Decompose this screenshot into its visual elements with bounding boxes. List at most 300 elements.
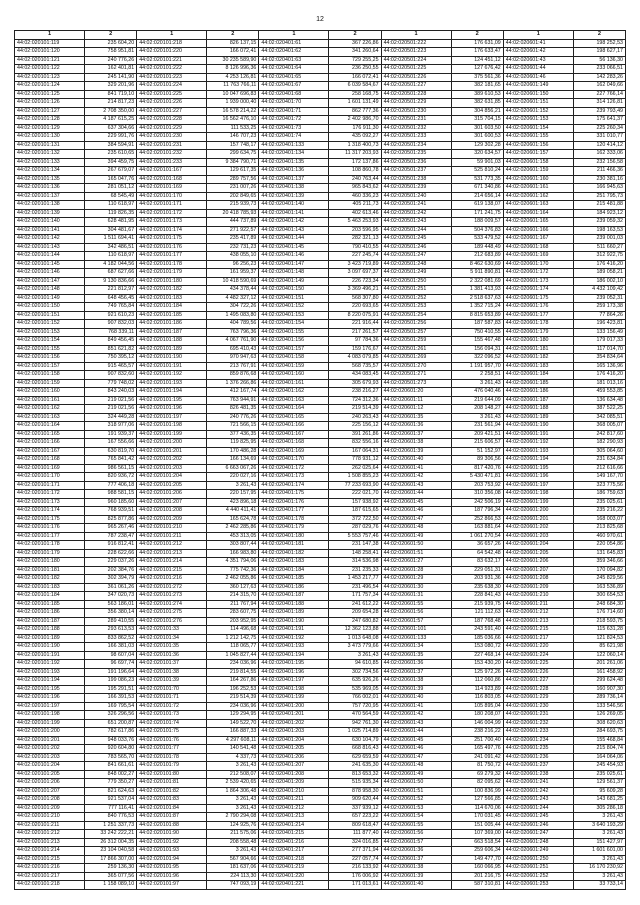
- cadastral-value-cell: 163 536,89: [573, 583, 625, 592]
- cadastral-number-cell: 44:02:020101:226: [137, 99, 207, 108]
- cadastral-value-cell: 105 895,04: [451, 702, 503, 711]
- cadastral-value-cell: 231 007,26: [207, 184, 259, 193]
- cadastral-value-cell: 568 735,57: [329, 362, 381, 371]
- cadastral-value-cell: 305 679,93: [329, 379, 381, 388]
- cadastral-number-cell: 44:02:020101:189: [15, 634, 85, 643]
- cadastral-value-cell: 166 983,80: [207, 549, 259, 558]
- cadastral-number-cell: 44:02:020101:162: [15, 405, 85, 414]
- cadastral-value-cell: 405 211,73: [329, 201, 381, 210]
- cadastral-value-cell: 4 067 761,90: [207, 337, 259, 346]
- cadastral-value-cell: 162 333,06: [573, 150, 625, 159]
- cadastral-value-cell: 82 095,62: [451, 779, 503, 788]
- cadastral-number-cell: 44:02:020601:42: [381, 473, 451, 482]
- cadastral-number-cell: 44:02:020401:68: [259, 90, 329, 99]
- cadastral-number-cell: 44:02:020401:211: [259, 796, 329, 805]
- cadastral-number-cell: 44:02:020101:203: [137, 464, 207, 473]
- cadastral-number-cell: 44:02:020601:51: [381, 787, 451, 796]
- table-row: [15, 277, 626, 286]
- cadastral-value-cell: 77 864,26: [573, 311, 625, 320]
- cadastral-number-cell: 44:02:020501:250: [381, 277, 451, 286]
- cadastral-value-cell: 228 841,43: [451, 592, 503, 601]
- cadastral-value-cell: 219 814,55: [207, 668, 259, 677]
- cadastral-value-cell: 225 260,34: [573, 124, 625, 133]
- cadastral-number-cell: 44:02:020101:196: [137, 405, 207, 414]
- cadastral-value-cell: 240 763,44: [329, 175, 381, 184]
- cadastral-value-cell: 1 376 266,86: [207, 379, 259, 388]
- cadastral-value-cell: 787 238,47: [85, 532, 137, 541]
- cadastral-number-cell: 44:02:020101:202: [137, 456, 207, 465]
- cadastral-value-cell: 3 097 697,37: [329, 269, 381, 278]
- cadastral-number-cell: 44:02:020101:92: [137, 838, 207, 847]
- cadastral-number-cell: 44:02:020401:199: [259, 694, 329, 703]
- cadastral-number-cell: 44:02:020101:225: [137, 90, 207, 99]
- cadastral-value-cell: 95 609,28: [573, 787, 625, 796]
- cadastral-value-table: [14, 30, 626, 890]
- cadastral-number-cell: 44:02:020601:41: [381, 702, 451, 711]
- cadastral-value-cell: 110 618,97: [85, 201, 137, 210]
- cadastral-value-cell: 212 508,07: [207, 770, 259, 779]
- table-row: [15, 881, 626, 890]
- cadastral-number-cell: 44:02:020601:39: [381, 447, 451, 456]
- cadastral-number-cell: 44:02:020101:168: [15, 456, 85, 465]
- cadastral-value-cell: 30 235 589,90: [207, 56, 259, 65]
- table-row: [15, 813, 626, 822]
- cadastral-value-cell: 637 304,66: [85, 124, 137, 133]
- cadastral-number-cell: 44:02:020601:11: [381, 396, 451, 405]
- cadastral-value-cell: 251 795,73: [573, 192, 625, 201]
- cadastral-value-cell: 790 410,55: [329, 243, 381, 252]
- table-row: [15, 90, 626, 99]
- cadastral-number-cell: 44:02:020601:34: [381, 643, 451, 652]
- cadastral-value-cell: 56 136,30: [573, 56, 625, 65]
- cadastral-number-cell: 44:02:020101:143: [15, 243, 85, 252]
- cadastral-value-cell: 215 804,74: [573, 745, 625, 754]
- cadastral-number-cell: 44:02:020101:75: [137, 728, 207, 737]
- cadastral-value-cell: 1 045 827,44: [207, 651, 259, 660]
- cadastral-value-cell: 8 126 996,36: [207, 65, 259, 74]
- cadastral-value-cell: 203 596,95: [329, 226, 381, 235]
- cadastral-value-cell: 515 935,34: [329, 779, 381, 788]
- cadastral-number-cell: 44:02:020501:231: [381, 116, 451, 125]
- cadastral-value-cell: 20 418 785,93: [207, 209, 259, 218]
- cadastral-value-cell: 525 810,24: [451, 167, 503, 176]
- cadastral-value-cell: 301 600,53: [451, 133, 503, 142]
- cadastral-number-cell: 44:02:020401:190: [259, 617, 329, 626]
- cadastral-value-cell: 157 748,17: [207, 141, 259, 150]
- cadastral-value-cell: 849 456,45: [85, 337, 137, 346]
- cadastral-value-cell: 820 936,72: [85, 473, 137, 482]
- cadastral-value-cell: 563 186,01: [85, 600, 137, 609]
- cadastral-number-cell: 44:02:020101:209: [137, 515, 207, 524]
- cadastral-value-cell: 230 381,16: [573, 175, 625, 184]
- cadastral-value-cell: 115 631,28: [573, 626, 625, 635]
- table-row: [15, 430, 626, 439]
- cadastral-value-cell: 198 252,53: [573, 39, 625, 48]
- cadastral-number-cell: 44:02:020601:166: [503, 226, 573, 235]
- cadastral-number-cell: 44:02:020101:216: [137, 575, 207, 584]
- cadastral-number-cell: 44:02:020601:175: [503, 294, 573, 303]
- table-row: [15, 804, 626, 813]
- cadastral-value-cell: 196 423,81: [573, 320, 625, 329]
- cadastral-value-cell: 619 138,07: [451, 201, 503, 210]
- cadastral-number-cell: 44:02:020101:230: [137, 133, 207, 142]
- cadastral-value-cell: 112 060,86: [451, 677, 503, 686]
- table-row: [15, 600, 626, 609]
- cadastral-value-cell: 843 240,03: [85, 388, 137, 397]
- cadastral-number-cell: 44:02:020101:183: [137, 294, 207, 303]
- cadastral-number-cell: 44:02:020401:134: [259, 150, 329, 159]
- cadastral-number-cell: 44:02:020601:101: [381, 626, 451, 635]
- cadastral-number-cell: 44:02:020601:230: [503, 702, 573, 711]
- cadastral-number-cell: 44:02:020501:244: [381, 226, 451, 235]
- cadastral-value-cell: 142 283,26: [573, 73, 625, 82]
- cadastral-value-cell: 156 094,31: [451, 345, 503, 354]
- table-row: [15, 694, 626, 703]
- cadastral-value-cell: 201 261,06: [573, 660, 625, 669]
- table-row: [15, 473, 626, 482]
- cadastral-number-cell: 44:02:020101:206: [137, 490, 207, 499]
- cadastral-value-cell: 435 092,27: [329, 133, 381, 142]
- cadastral-value-cell: 160 066,95: [451, 864, 503, 873]
- cadastral-number-cell: 44:02:020601:43: [503, 56, 573, 65]
- cadastral-number-cell: 44:02:020101:170: [15, 473, 85, 482]
- table-row: [15, 821, 626, 830]
- cadastral-value-cell: 213 767,91: [207, 362, 259, 371]
- cadastral-value-cell: 1 212 142,75: [207, 634, 259, 643]
- cadastral-value-cell: 97 784,36: [329, 337, 381, 346]
- cadastral-value-cell: 504 376,83: [451, 226, 503, 235]
- cadastral-number-cell: 44:02:020101:123: [15, 73, 85, 82]
- table-row: [15, 498, 626, 507]
- cadastral-number-cell: 44:02:020601:158: [503, 158, 573, 167]
- cadastral-value-cell: 387 522,25: [573, 405, 625, 414]
- cadastral-value-cell: 219 021,56: [85, 405, 137, 414]
- cadastral-number-cell: 44:02:020101:135: [15, 175, 85, 184]
- cadastral-number-cell: 44:02:020101:174: [137, 226, 207, 235]
- cadastral-number-cell: 44:02:020101:136: [15, 184, 85, 193]
- cadastral-value-cell: 131 645,83: [573, 549, 625, 558]
- cadastral-number-cell: 44:02:020101:133: [15, 158, 85, 167]
- cadastral-number-cell: 44:02:020101:37: [137, 660, 207, 669]
- cadastral-number-cell: 44:02:020401:142: [259, 218, 329, 227]
- cadastral-number-cell: 44:02:020101:197: [137, 413, 207, 422]
- cadastral-number-cell: 44:02:020601:204: [503, 541, 573, 550]
- cadastral-number-cell: 44:02:020401:172: [259, 464, 329, 473]
- cadastral-number-cell: 44:02:020501:248: [381, 260, 451, 269]
- table-row: [15, 558, 626, 567]
- cadastral-number-cell: 44:02:020601:54: [381, 813, 451, 822]
- table-row: [15, 294, 626, 303]
- cadastral-number-cell: 44:02:020101:174: [15, 507, 85, 516]
- table-row: [15, 422, 626, 431]
- cadastral-number-cell: 44:02:020401:182: [259, 549, 329, 558]
- cadastral-number-cell: 44:02:020601:248: [503, 838, 573, 847]
- cadastral-number-cell: 44:02:020501:249: [381, 269, 451, 278]
- cadastral-number-cell: 44:02:020101:95: [137, 864, 207, 873]
- cadastral-number-cell: 44:02:020501:236: [381, 158, 451, 167]
- cadastral-value-cell: 331 010,77: [573, 133, 625, 142]
- cadastral-value-cell: 533 479,52: [451, 235, 503, 244]
- cadastral-value-cell: 146 004,99: [451, 719, 503, 728]
- cadastral-value-cell: 848 002,27: [85, 770, 137, 779]
- cadastral-number-cell: 44:02:020601:49: [381, 770, 451, 779]
- cadastral-number-cell: 44:02:020101:217: [15, 872, 85, 881]
- cadastral-number-cell: 44:02:020401:62: [259, 48, 329, 57]
- cadastral-number-cell: 44:02:020101:84: [137, 804, 207, 813]
- cadastral-number-cell: 44:02:020101:189: [137, 345, 207, 354]
- cadastral-number-cell: 44:02:020601:198: [503, 490, 573, 499]
- cadastral-value-cell: 186 002,10: [573, 277, 625, 286]
- cadastral-value-cell: 5 463 253,93: [329, 218, 381, 227]
- cadastral-value-cell: 77 233 693,90: [329, 481, 381, 490]
- table-row: [15, 209, 626, 218]
- cadastral-value-cell: 365 077,56: [85, 872, 137, 881]
- cadastral-value-cell: 304 722,26: [207, 303, 259, 312]
- cadastral-value-cell: 118 065,77: [207, 643, 259, 652]
- cadastral-number-cell: 44:02:020101:196: [15, 694, 85, 703]
- cadastral-number-cell: 44:02:020101:220: [137, 48, 207, 57]
- cadastral-value-cell: 125 972,26: [451, 668, 503, 677]
- cadastral-value-cell: 214 315,70: [207, 592, 259, 601]
- cadastral-value-cell: 1 352 715,24: [451, 303, 503, 312]
- cadastral-number-cell: 44:02:020601:224: [503, 651, 573, 660]
- cadastral-value-cell: 235 216,22: [573, 507, 625, 516]
- cadastral-number-cell: 44:02:020401:152: [259, 303, 329, 312]
- cadastral-value-cell: 394 459,75: [85, 158, 137, 167]
- cadastral-value-cell: 133 156,49: [573, 328, 625, 337]
- cadastral-value-cell: 300 654,53: [573, 592, 625, 601]
- cadastral-value-cell: 184 923,12: [573, 209, 625, 218]
- cadastral-number-cell: 44:02:020601:42: [381, 711, 451, 720]
- cadastral-value-cell: 239 793,49: [573, 107, 625, 116]
- cadastral-number-cell: 44:02:020101:228: [137, 116, 207, 125]
- cadastral-value-cell: 26 312 004,35: [85, 838, 137, 847]
- cadastral-value-cell: 841 719,10: [85, 90, 137, 99]
- cadastral-number-cell: 44:02:020101:214: [15, 847, 85, 856]
- cadastral-value-cell: 367 226,86: [329, 39, 381, 48]
- cadastral-number-cell: 44:02:020601:190: [503, 422, 573, 431]
- column-header: 2: [85, 31, 137, 40]
- cadastral-number-cell: 44:02:020601:40: [381, 881, 451, 890]
- cadastral-value-cell: 4 482 327,12: [207, 294, 259, 303]
- cadastral-number-cell: 44:02:020101:198: [137, 422, 207, 431]
- cadastral-number-cell: 44:02:020101:205: [137, 481, 207, 490]
- cadastral-value-cell: 3 261,43: [207, 796, 259, 805]
- cadastral-value-cell: 775 742,36: [207, 566, 259, 575]
- cadastral-number-cell: 44:02:020601:38: [381, 864, 451, 873]
- cadastral-number-cell: 44:02:020601:157: [503, 150, 573, 159]
- cadastral-value-cell: 648 456,45: [85, 294, 137, 303]
- cadastral-value-cell: 347 020,73: [85, 592, 137, 601]
- cadastral-number-cell: 44:02:020601:235: [503, 745, 573, 754]
- cadastral-number-cell: 44:02:020401:210: [259, 787, 329, 796]
- cadastral-number-cell: 44:02:020501:242: [381, 209, 451, 218]
- cadastral-value-cell: 766 002,01: [329, 694, 381, 703]
- cadastral-number-cell: 44:02:020101:210: [15, 813, 85, 822]
- cadastral-number-cell: 44:02:020501:226: [381, 73, 451, 82]
- cadastral-number-cell: 44:02:020601:250: [503, 855, 573, 864]
- cadastral-number-cell: 44:02:020101:82: [137, 787, 207, 796]
- cadastral-value-cell: 180 208,07: [451, 711, 503, 720]
- cadastral-number-cell: 44:02:020601:197: [503, 481, 573, 490]
- cadastral-value-cell: 209 654,28: [329, 609, 381, 618]
- column-header: 1: [15, 31, 85, 40]
- cadastral-number-cell: 44:02:020101:194: [15, 677, 85, 686]
- cadastral-number-cell: 44:02:020601:38: [381, 439, 451, 448]
- cadastral-number-cell: 44:02:020401:217: [259, 847, 329, 856]
- cadastral-number-cell: 44:02:020401:166: [259, 422, 329, 431]
- cadastral-number-cell: 44:02:020101:33: [137, 626, 207, 635]
- cadastral-number-cell: 44:02:020601:164: [503, 209, 573, 218]
- cadastral-value-cell: 181 637,06: [207, 864, 259, 873]
- table-row: [15, 838, 626, 847]
- cadastral-number-cell: 44:02:020501:240: [381, 192, 451, 201]
- cadastral-value-cell: 164 267,86: [207, 677, 259, 686]
- cadastral-number-cell: 44:02:020401:144: [259, 235, 329, 244]
- cadastral-value-cell: 783 565,70: [85, 753, 137, 762]
- table-row: [15, 269, 626, 278]
- cadastral-value-cell: 3 423 719,89: [329, 260, 381, 269]
- cadastral-number-cell: 44:02:020101:167: [137, 167, 207, 176]
- cadastral-number-cell: 44:02:020601:206: [503, 558, 573, 567]
- cadastral-number-cell: 44:02:020401:141: [259, 209, 329, 218]
- cadastral-number-cell: 44:02:020601:40: [381, 694, 451, 703]
- table-row: [15, 150, 626, 159]
- cadastral-number-cell: 44:02:020601:43: [381, 481, 451, 490]
- cadastral-number-cell: 44:02:020101:138: [15, 201, 85, 210]
- cadastral-number-cell: 44:02:020501:237: [381, 167, 451, 176]
- cadastral-number-cell: 44:02:020401:147: [259, 260, 329, 269]
- cadastral-value-cell: 303 807,44: [207, 541, 259, 550]
- cadastral-number-cell: 44:02:020401:178: [259, 515, 329, 524]
- cadastral-value-cell: 203 952,95: [207, 617, 259, 626]
- cadastral-number-cell: 44:02:020401:207: [259, 762, 329, 771]
- table-row: [15, 490, 626, 499]
- cadastral-number-cell: 44:02:020101:199: [15, 719, 85, 728]
- cadastral-value-cell: 171 241,75: [451, 209, 503, 218]
- cadastral-value-cell: 171 013,61: [329, 881, 381, 890]
- cadastral-value-cell: 240 263,43: [329, 413, 381, 422]
- cadastral-value-cell: 116 803,05: [451, 694, 503, 703]
- cadastral-number-cell: 44:02:020401:196: [259, 668, 329, 677]
- cadastral-number-cell: 44:02:020101:177: [15, 532, 85, 541]
- cadastral-number-cell: 44:02:020401:170: [259, 456, 329, 465]
- cadastral-number-cell: 44:02:020101:190: [15, 643, 85, 652]
- cadastral-number-cell: 44:02:020501:235: [381, 150, 451, 159]
- table-row: [15, 158, 626, 167]
- cadastral-value-cell: 630 104,79: [329, 736, 381, 745]
- cadastral-number-cell: 44:02:020101:188: [137, 337, 207, 346]
- cadastral-number-cell: 44:02:020601:53: [381, 804, 451, 813]
- cadastral-value-cell: 747 093,19: [207, 881, 259, 890]
- table-row: [15, 481, 626, 490]
- cadastral-number-cell: 44:02:020101:127: [15, 107, 85, 116]
- cadastral-value-cell: 859 876,68: [207, 371, 259, 380]
- cadastral-number-cell: 44:02:020401:148: [259, 269, 329, 278]
- cadastral-value-cell: 293 613,53: [85, 626, 137, 635]
- cadastral-number-cell: 44:02:020101:87: [137, 813, 207, 822]
- cadastral-value-cell: 166 391,53: [85, 694, 137, 703]
- cadastral-number-cell: 44:02:020601:232: [503, 719, 573, 728]
- cadastral-value-cell: 235 604,20: [85, 39, 137, 48]
- cadastral-value-cell: 304 856,21: [451, 107, 503, 116]
- cadastral-number-cell: 44:02:020601:51: [381, 549, 451, 558]
- cadastral-number-cell: 44:02:020101:163: [15, 413, 85, 422]
- table-row: [15, 388, 626, 397]
- cadastral-number-cell: 44:02:020601:243: [503, 796, 573, 805]
- cadastral-value-cell: 227 766,14: [573, 90, 625, 99]
- cadastral-number-cell: 44:02:020101:96: [137, 872, 207, 881]
- cadastral-value-cell: 3 261,43: [451, 379, 503, 388]
- cadastral-number-cell: 44:02:020401:151: [259, 294, 329, 303]
- cadastral-number-cell: 44:02:020401:208: [259, 770, 329, 779]
- cadastral-value-cell: 189 448,49: [451, 243, 503, 252]
- cadastral-number-cell: 44:02:020601:215: [503, 626, 573, 635]
- cadastral-value-cell: 233 066,51: [573, 65, 625, 74]
- cadastral-number-cell: 44:02:020401:169: [259, 447, 329, 456]
- cadastral-number-cell: 44:02:020601:217: [503, 634, 573, 643]
- cadastral-number-cell: 44:02:020101:130: [15, 133, 85, 142]
- cadastral-value-cell: 212 616,66: [573, 464, 625, 473]
- cadastral-value-cell: 33 733,14: [573, 881, 625, 890]
- cadastral-value-cell: 188 009,57: [451, 218, 503, 227]
- cadastral-number-cell: 44:02:020601:174: [503, 286, 573, 295]
- cadastral-number-cell: 44:02:020601:37: [381, 855, 451, 864]
- table-row: [15, 779, 626, 788]
- cadastral-number-cell: 44:02:020401:160: [259, 371, 329, 380]
- cadastral-number-cell: 44:02:020101:131: [15, 141, 85, 150]
- cadastral-number-cell: 44:02:020101:38: [137, 668, 207, 677]
- cadastral-value-cell: 587 310,81: [451, 881, 503, 890]
- table-row: [15, 175, 626, 184]
- cadastral-value-cell: 402 613,46: [329, 209, 381, 218]
- cadastral-number-cell: 44:02:020601:35: [381, 651, 451, 660]
- cadastral-number-cell: 44:02:020601:252: [503, 872, 573, 881]
- cadastral-number-cell: 44:02:020401:184: [259, 566, 329, 575]
- cadastral-value-cell: 166 945,63: [573, 184, 625, 193]
- cadastral-number-cell: 44:02:020601:56: [381, 830, 451, 839]
- cadastral-value-cell: 136 634,48: [573, 396, 625, 405]
- cadastral-value-cell: 3 261,43: [573, 855, 625, 864]
- table-row: [15, 337, 626, 346]
- cadastral-value-cell: 114 923,89: [451, 685, 503, 694]
- table-row: [15, 226, 626, 235]
- cadastral-number-cell: 44:02:020601:181: [503, 345, 573, 354]
- cadastral-number-cell: 44:02:020601:182: [503, 354, 573, 363]
- cadastral-number-cell: 44:02:020501:227: [381, 82, 451, 91]
- table-row: [15, 711, 626, 720]
- cadastral-number-cell: 44:02:020401:163: [259, 396, 329, 405]
- cadastral-value-cell: 234 036,96: [207, 660, 259, 669]
- cadastral-number-cell: 44:02:020601:247: [503, 830, 573, 839]
- cadastral-number-cell: 44:02:020501:225: [381, 65, 451, 74]
- cadastral-value-cell: 3 369 496,21: [329, 286, 381, 295]
- cadastral-number-cell: 44:02:020101:204: [15, 762, 85, 771]
- cadastral-value-cell: 239 059,32: [573, 218, 625, 227]
- cadastral-number-cell: 44:02:020101:74: [137, 719, 207, 728]
- cadastral-number-cell: 44:02:020501:238: [381, 175, 451, 184]
- cadastral-number-cell: 44:02:020101:207: [15, 787, 85, 796]
- cadastral-number-cell: 44:02:020601:201: [503, 515, 573, 524]
- cadastral-number-cell: 44:02:020601:149: [503, 82, 573, 91]
- cadastral-number-cell: 44:02:020401:155: [259, 328, 329, 337]
- cadastral-number-cell: 44:02:020101:166: [15, 439, 85, 448]
- column-header: 1: [503, 31, 573, 40]
- cadastral-number-cell: 44:02:020101:186: [137, 320, 207, 329]
- cadastral-number-cell: 44:02:020101:199: [137, 430, 207, 439]
- cadastral-value-cell: 11 763 766,11: [207, 82, 259, 91]
- cadastral-number-cell: 44:02:020401:216: [259, 838, 329, 847]
